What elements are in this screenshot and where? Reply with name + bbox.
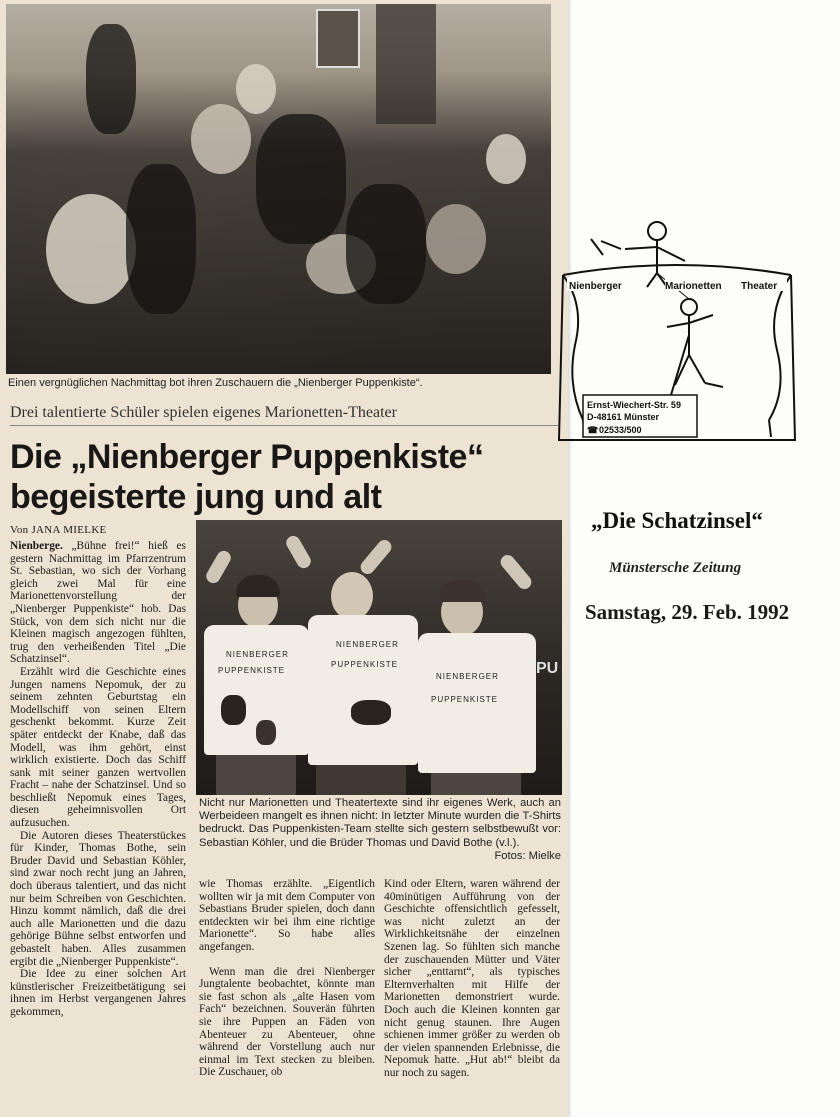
- performers-photo-caption: Nicht nur Marionetten und Theatertexte sind ihr eigenes Werk, auch an Werbeideen mangelt es ihnen nicht: In letzter Minute wurden die T-Shirts bedruckt. Das Puppenkisten-Team stellte sich gestern selbstbewußt vor: Sebastian Köhler, und die Brüder Thomas und David Bothe (v.l.). Fotos: Mielke: [199, 797, 561, 862]
- article-kicker: Drei talentierte Schüler spielen eigenes Marionetten-Theater: [10, 404, 558, 426]
- article-byline: Von JANA MIELKE: [10, 524, 107, 536]
- article-column-2: [199, 878, 375, 1079]
- paragraph: Die Idee zu einer solchen Art künstlerischer Freizeitbetätigung sei ihnen im Herbst vergangenen Jahres gekommen,: [10, 968, 186, 1018]
- phone-icon: ☎: [587, 425, 599, 435]
- stamp-word-right: Theater: [741, 281, 778, 292]
- stamp-phone: 02533/500: [599, 425, 642, 435]
- shirt-print-3b: PUPPENKISTE: [431, 695, 499, 704]
- wall-sign: PU: [536, 660, 559, 677]
- stamp-city: D-48161 Münster: [587, 412, 660, 422]
- paragraph: Wenn man die drei Nienberger Jungtalente beobachtet, könnte man sie fast schon als „alte Hasen vom Fach“ bezeichnen. Souverän führten sie ihre Puppen an Fäden von Abenteuer zu Abenteuer, ohne während der Vorstellung auch nur einmal im Text stecken zu bleiben. Die Zuschauer, ob: [199, 965, 375, 1079]
- paragraph: Kind oder Eltern, waren während der 40minütigen Aufführung von der Geschichte offensichtlich gefesselt, was nicht zuletzt an der Wirklichkeitsnähe der einzelnen Szenen lag. So fühlten sich manche der zuschauenden Mütter und Väter sicher „enttarnt“, als typisches Elternverhalten mit Hilfe der Marionetten demonstriert wurde. Doch auch die Kleinen konnten gar nicht genug staunen. Ihre Augen schienen immer größer zu werden ob der vielen spannenden Erlebnisse, die Nepomuk hatte. „Hut ab!“ bleibt da nur noch zu sagen.: [384, 878, 560, 1079]
- article-headline: [10, 437, 558, 517]
- newspaper-name: Münstersche Zeitung: [609, 560, 742, 576]
- performers-photo: [196, 520, 562, 795]
- paragraph: Erzählt wird die Geschichte eines Jungen namens Nepomuk, der zu seinem zehnten Geburtstag ein Modellschiff von seinen Eltern geschenkt bekommt. Kurze Zeit später entdeckt der Knabe, daß das Modell, was ihm gehört, einst wirklich existierte. Doch das Schiff sank mit seiner ganzen wertvollen Fracht – nahe der Schatzinsel. Und so beschließt Nepomuk eines Tages, diesen geheimnisvollen Ort aufzusuchen.: [10, 665, 186, 830]
- headline-line-2: begeisterte jung und alt: [10, 478, 382, 516]
- headline-line-1: Die „Nienberger Puppenkiste“: [10, 438, 484, 476]
- play-title: „Die Schatzinsel“: [591, 508, 763, 533]
- paragraph: Nienberge. „Bühne frei!“ hieß es gestern Nachmittag im Pfarrzentrum St. Sebastian, wo sich der Vorhang gleich zwei Mal für eine Marionettenvorstellung der „Nienberger Puppenkiste“ hob. Das Stück, von dem sich nicht nur die Kleinen magisch angezogen fühlten, trug den verheißenden Titel „Die Schatzinsel“.: [10, 540, 186, 666]
- shirt-print-1a: NIENBERGER: [226, 650, 289, 659]
- shirt-print-3a: NIENBERGER: [436, 672, 499, 681]
- marionette-logo: [555, 215, 799, 445]
- publication-date: Samstag, 29. Feb. 1992: [585, 600, 790, 624]
- shirt-print-2a: NIENBERGER: [336, 640, 399, 649]
- article-column-3: [384, 878, 560, 1080]
- paragraph: Die Autoren dieses Theaterstückes für Kinder, Thomas Bothe, sein Bruder David und Sebastian Köhler, sind zwar noch recht jung an Jahren, doch überaus talentiert, und das nicht nur beim Schreiben von Geschichten. Hinzu kommt nämlich, daß die drei auch alle Marionetten und die dazu gehörige Bühne selbst entworfen und gebastelt haben. Alles zusammen ergibt die „Nienberger Puppenkiste“.: [10, 829, 186, 968]
- shirt-print-1b: PUPPENKISTE: [218, 666, 286, 675]
- shirt-print-2b: PUPPENKISTE: [331, 660, 399, 669]
- stamp-word-left: Nienberger: [569, 281, 622, 292]
- theater-stamp: [555, 215, 799, 445]
- paragraph: wie Thomas erzählte. „Eigentlich wollten wir ja mit dem Computer von Sebastians Bruder spielen, doch dann entdeckten wir bei ihm eine richtige Marionette“. So habe alles angefangen.: [199, 878, 375, 953]
- stamp-word-center: Marionetten: [665, 281, 722, 292]
- audience-photo-caption: Einen vergnüglichen Nachmittag bot ihren Zuschauern die „Nienberger Puppenkiste“.: [8, 377, 423, 389]
- stamp-street: Ernst-Wiechert-Str. 59: [587, 400, 681, 410]
- article-column-1: [10, 540, 186, 1019]
- audience-photo: [6, 4, 551, 374]
- photo-credit: Fotos: Mielke: [494, 849, 561, 862]
